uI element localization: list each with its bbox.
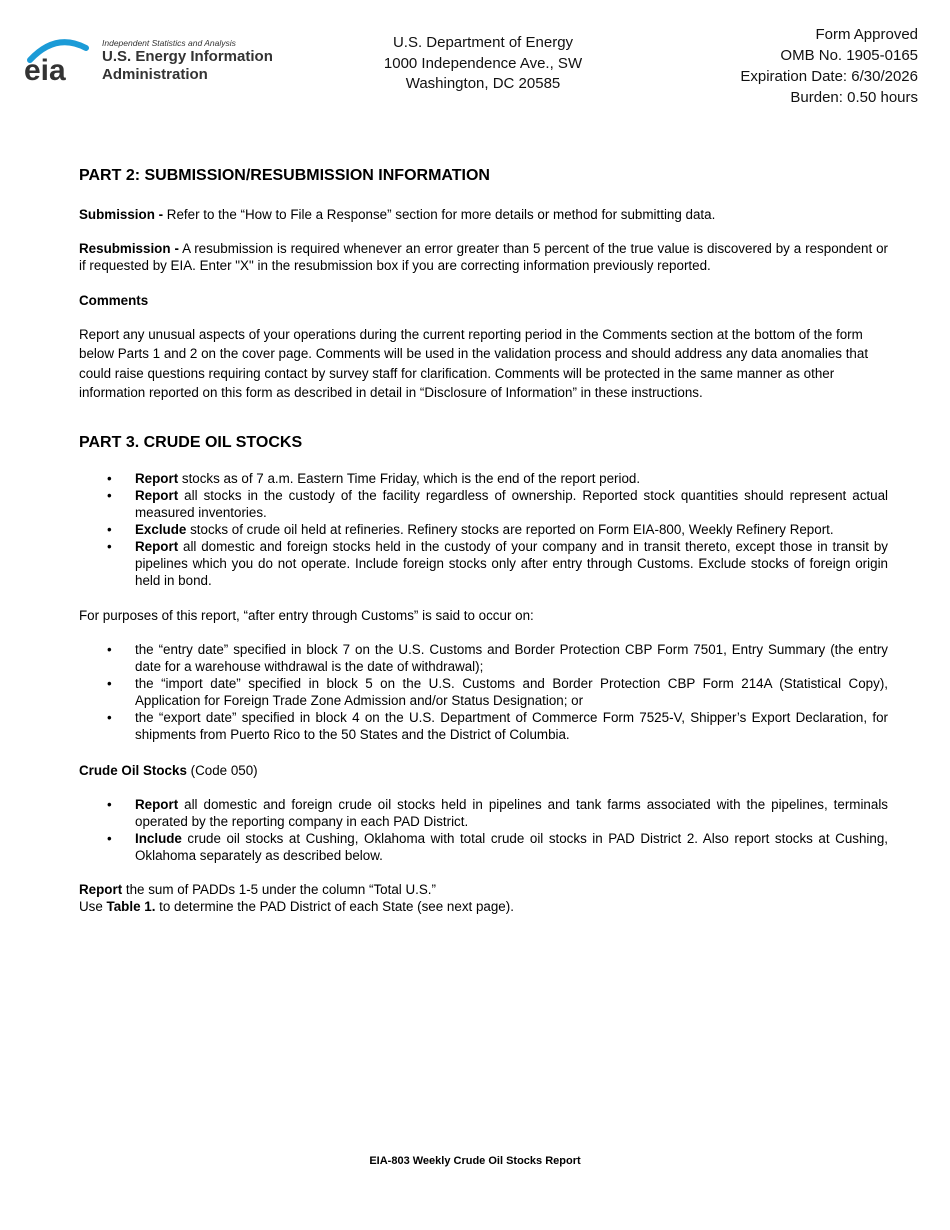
list-item: • the “export date” specified in block 4 on the U.S. Department of Commerce Form 7525-V, Shipper’s Export Declaration, for shipments from Puerto Rico to the 50 States and the District of Columbia. bbox=[107, 710, 888, 742]
resubmission-text: A resubmission is required whenever an error greater than 5 percent of the true value is discovered by a respondent or if requested by EIA. Enter "X" in the resubmission box if you are correcting information previously reported. bbox=[79, 241, 888, 273]
list-item: • Report stocks as of 7 a.m. Eastern Time Friday, which is the end of the report period. bbox=[107, 471, 641, 486]
comments-heading: Comments bbox=[79, 293, 149, 308]
comments-text: Report any unusual aspects of your operations during the current reporting period in the Comments section at the bottom of the form below Parts 1 and 2 on the cover page. Comments will be used in the validation process and should address any data anomalies that could raise questions requiring contact by survey staff for clarification. Comments will be protected in the same manner as other information reported on this form as described in detail in “Disclosure of Information” in these instructions. bbox=[79, 327, 869, 400]
department-line: Washington, DC 20585 bbox=[405, 75, 561, 92]
submission-label: Submission - bbox=[79, 207, 164, 222]
approval-line: Form Approved bbox=[815, 26, 918, 43]
report-sum-line: Report the sum of PADDs 1-5 under the column “Total U.S.” bbox=[79, 882, 436, 897]
approval-line: Expiration Date: 6/30/2026 bbox=[740, 68, 918, 85]
customs-bullet-list bbox=[79, 641, 888, 743]
eia-logo-mark bbox=[24, 34, 100, 90]
department-line: U.S. Department of Energy bbox=[392, 34, 574, 51]
customs-intro: For purposes of this report, “after entry through Customs” is said to occur on: bbox=[79, 608, 534, 623]
list-item: • Include crude oil stocks at Cushing, Oklahoma with total crude oil stocks in PAD District 2. Also report stocks at Cushing, Oklahoma separately as described below. bbox=[107, 831, 888, 863]
submission-text: Refer to the “How to File a Response” section for more details or method for submitting data. bbox=[163, 207, 716, 222]
list-item: • Report all domestic and foreign crude oil stocks held in pipelines and tank farms associated with the pipelines, terminals operated by the reporting company in each PAD District. bbox=[107, 797, 888, 829]
approval-line: OMB No. 1905-0165 bbox=[780, 47, 918, 64]
comments-heading-block bbox=[79, 292, 888, 309]
logo-tagline: Independent Statistics and Analysis bbox=[102, 38, 236, 48]
department-line: 1000 Independence Ave., SW bbox=[383, 54, 583, 72]
table-reference-line: Use Table 1. to determine the PAD District of each State (see next page). bbox=[79, 899, 514, 914]
approval-line: Burden: 0.50 hours bbox=[790, 89, 918, 106]
comments-paragraph bbox=[79, 325, 888, 402]
part2-title: PART 2: SUBMISSION/RESUBMISSION INFORMATION bbox=[79, 167, 490, 184]
eia-logo-letters: eia bbox=[24, 54, 66, 87]
logo-name-line2: Administration bbox=[102, 66, 208, 83]
list-item: • the “import date” specified in block 5 on the U.S. Customs and Border Protection CBP Form 214A (Statistical Copy), Application for Foreign Trade Zone Admission and/or Status Designation; or bbox=[107, 676, 888, 708]
page-footer: EIA-803 Weekly Crude Oil Stocks Report bbox=[369, 1155, 581, 1167]
resubmission-paragraph bbox=[79, 240, 888, 274]
list-item: • Exclude stocks of crude oil held at refineries. Refinery stocks are reported on Form EIA-800, Weekly Refinery Report. bbox=[107, 522, 834, 537]
form-approval-block bbox=[740, 24, 918, 108]
logo-name-line1: U.S. Energy Information bbox=[102, 48, 273, 65]
department-address bbox=[340, 33, 626, 95]
report-sum-block bbox=[79, 881, 888, 915]
crude-oil-stocks-heading: Crude Oil Stocks (Code 050) bbox=[79, 763, 258, 778]
part3-title: PART 3. CRUDE OIL STOCKS bbox=[79, 434, 303, 451]
list-item: • Report all stocks in the custody of the facility regardless of ownership. Reported stock quantities should represent actual measured inventories. bbox=[107, 488, 888, 520]
eia-logo bbox=[24, 34, 294, 90]
resubmission-label: Resubmission - bbox=[79, 241, 179, 256]
part3-bullet-list bbox=[79, 470, 888, 589]
submission-paragraph bbox=[79, 206, 888, 223]
stocks-bullet-list bbox=[79, 796, 888, 864]
list-item: • the “entry date” specified in block 7 on the U.S. Customs and Border Protection CBP Form 7501, Entry Summary (the entry date for a warehouse withdrawal is the date of withdrawal); bbox=[107, 642, 888, 674]
list-item: • Report all domestic and foreign stocks held in the custody of your company and in transit thereto, except those in transit by pipelines which you do not operate. Include foreign stocks only after entry through Customs. Exclude stocks of foreign origin held in bond. bbox=[107, 539, 888, 588]
